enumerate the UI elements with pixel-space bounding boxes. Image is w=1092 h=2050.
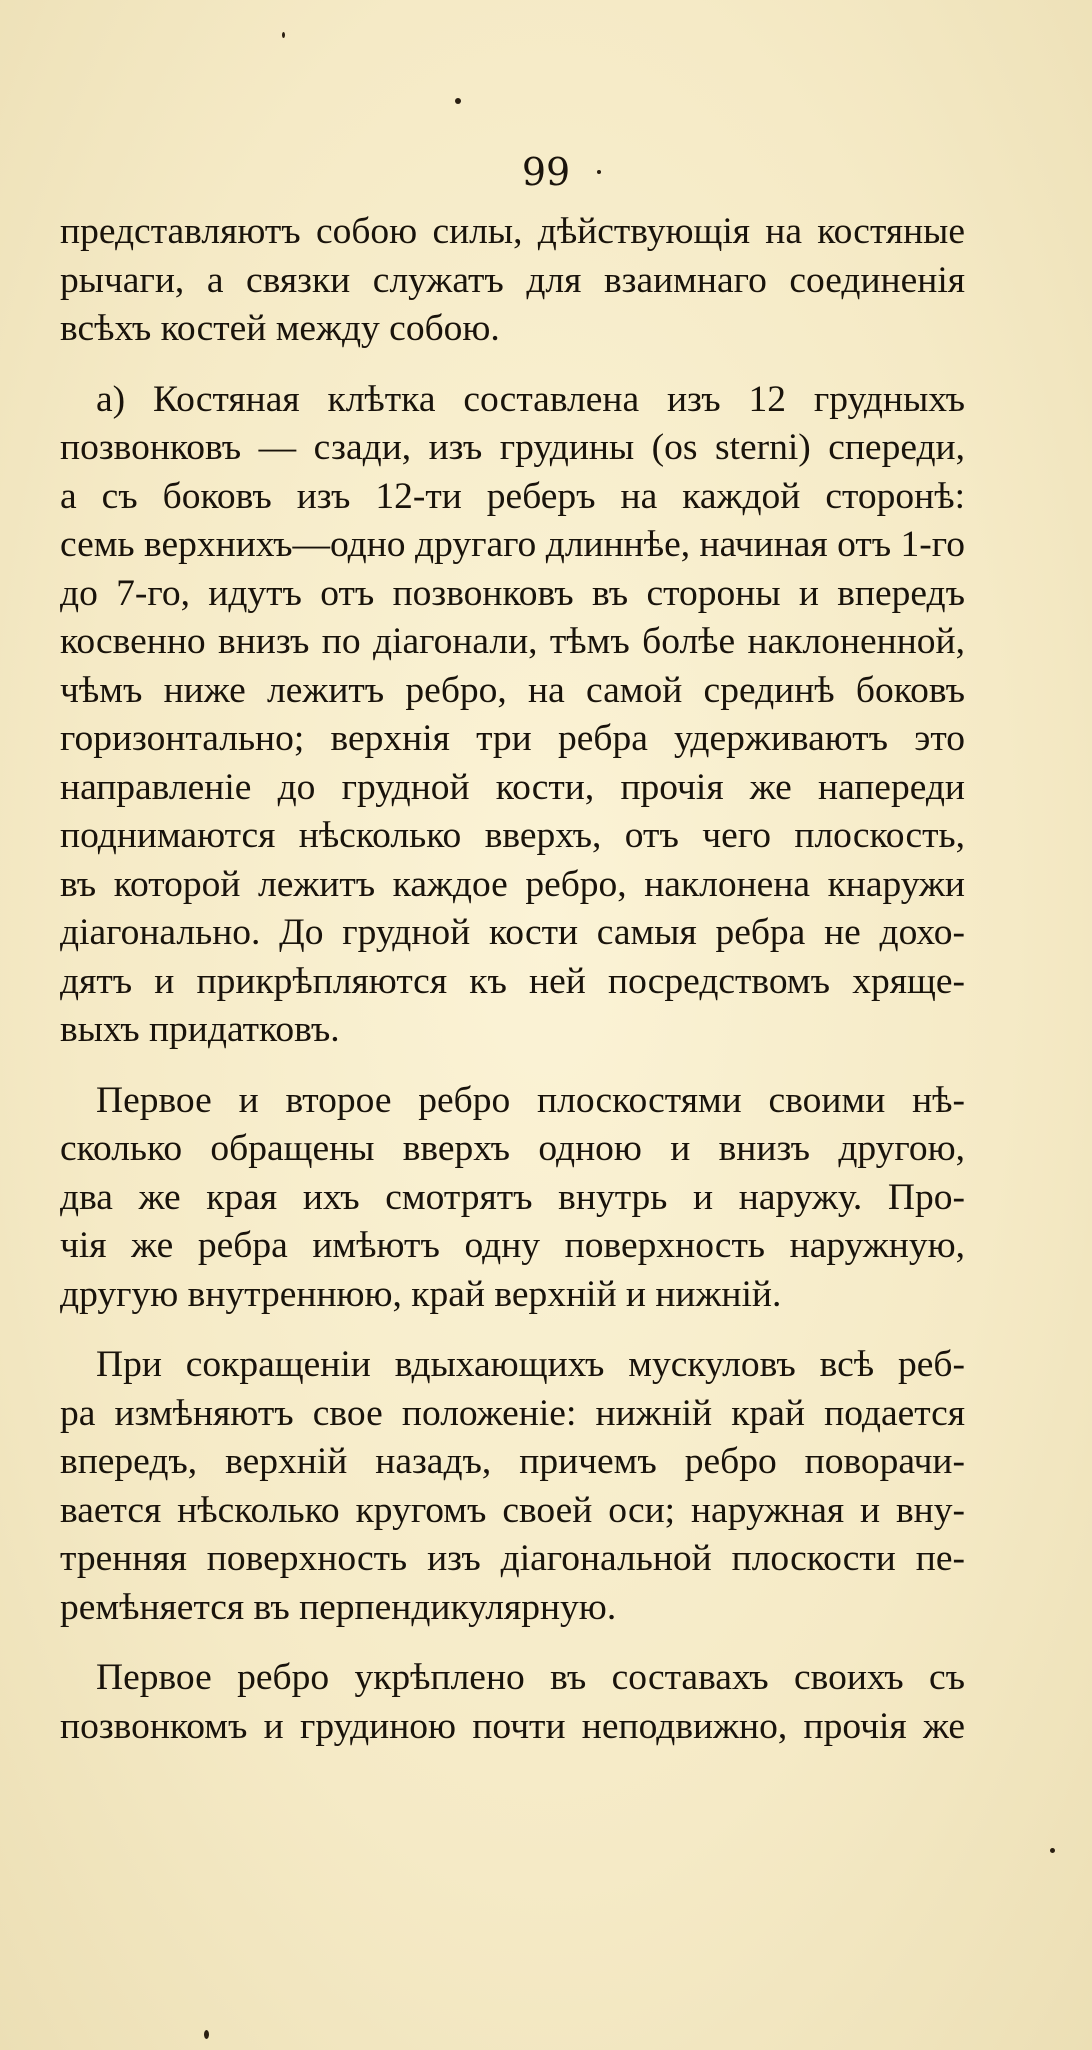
text-line: всѣхъ костей между собою.: [60, 308, 500, 349]
text-line: ра измѣняютъ свое положеніе: нижній край подается: [60, 1392, 965, 1434]
paragraph-3: [60, 1077, 965, 1320]
text-line: поднимаются нѣсколько вверхъ, отъ чего плоскость,: [60, 815, 965, 856]
paragraph-4: [60, 1341, 965, 1632]
text-line: дятъ и прикрѣпляются къ ней посредствомъ хряще-: [60, 960, 965, 1002]
page-number: 99: [521, 150, 571, 194]
text-line: тренняя поверхность изъ діагональной плоскости пе-: [60, 1538, 965, 1579]
paragraph-1: [60, 208, 965, 354]
text-line: а) Костяная клѣтка составлена изъ 12 грудныхъ: [96, 378, 965, 420]
paragraph-5: [60, 1654, 965, 1751]
text-line: чія же ребра имѣютъ одну поверхность наружную,: [60, 1225, 965, 1266]
text-line: въ которой лежитъ каждое ребро, наклонена кнаружи: [60, 863, 965, 905]
text-line: косвенно внизъ по діагонали, тѣмъ болѣе наклоненной,: [60, 621, 965, 662]
paper-speck: [455, 98, 461, 104]
paragraph-2: [60, 376, 965, 1055]
text-line: горизонтально; верхнія три ребра удерживаютъ это: [60, 718, 965, 759]
text-line: При сокращеніи вдыхающихъ мускуловъ всѣ реб-: [96, 1344, 965, 1385]
text-line: а съ боковъ изъ 12-ти реберъ на каждой сторонѣ:: [60, 475, 965, 517]
text-line: направленіе до грудной кости, прочія же напереди: [60, 766, 965, 808]
text-line: представляютъ собою силы, дѣйствующія на костяные: [60, 211, 965, 252]
text-line: Первое и второе ребро плоскостями своими нѣ-: [96, 1079, 965, 1121]
paper-speck: [204, 2030, 209, 2039]
text-line: вается нѣсколько кругомъ своей оси; наружная и вну-: [60, 1489, 965, 1531]
text-line: позвонковъ — сзади, изъ грудины (os sterni) спереди,: [60, 427, 965, 468]
paper-speck: [1050, 1848, 1055, 1853]
text-line: ремѣняется въ перпендикулярную.: [60, 1586, 617, 1628]
text-line: чѣмъ ниже лежитъ ребро, на самой срединѣ боковъ: [60, 669, 965, 711]
page-body: [60, 208, 965, 1773]
text-line: рычаги, а связки служатъ для взаимнаго соединенія: [60, 259, 965, 301]
text-line: два же края ихъ смотрятъ внутрь и наружу. Про-: [60, 1176, 965, 1218]
text-line: діагонально. До грудной кости самыя ребра не дохо-: [60, 912, 965, 953]
text-line: позвонкомъ и грудиною почти неподвижно, прочія же: [60, 1705, 965, 1747]
text-line: до 7-го, идутъ отъ позвонковъ въ стороны и впередъ: [60, 572, 965, 614]
text-line: сколько обращены вверхъ одною и внизъ другою,: [60, 1128, 965, 1169]
text-line: выхъ придатковъ.: [60, 1009, 340, 1050]
text-line: семь верхнихъ—одно другаго длиннѣе, начиная отъ 1-го: [60, 524, 965, 565]
paper-speck: [282, 32, 285, 38]
text-line: другую внутреннюю, край верхній и нижній.: [60, 1273, 782, 1315]
text-line: впередъ, верхній назадъ, причемъ ребро поворачи-: [60, 1441, 965, 1482]
text-line: Первое ребро укрѣплено въ составахъ своихъ съ: [96, 1657, 965, 1698]
